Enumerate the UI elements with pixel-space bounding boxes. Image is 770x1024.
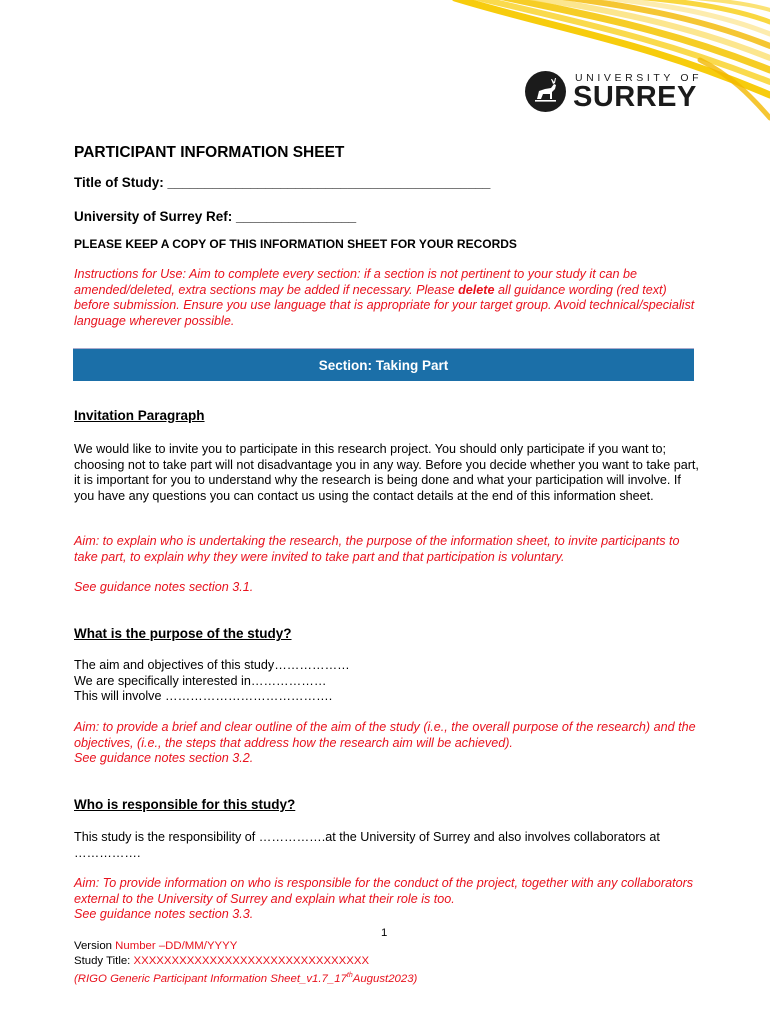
footer-version-label: Version xyxy=(74,940,116,952)
footer-study-title xyxy=(74,954,369,969)
footer-rigo-sup: th xyxy=(346,972,353,979)
stag-emblem-icon xyxy=(525,71,566,112)
logo-top-text: UNIVERSITY OF xyxy=(575,72,703,84)
footer-version xyxy=(74,939,237,954)
purpose-line-3: This will involve …………………………………. xyxy=(74,689,333,703)
page-number: 1 xyxy=(381,927,388,939)
footer-rigo-reference xyxy=(74,968,417,987)
responsible-aim: Aim: To provide information on who is responsible for the conduct of the project, together with any collaborators external to the University of Surrey and explain what their role is too. xyxy=(74,876,694,906)
logo-main-text: SURREY xyxy=(573,81,697,113)
invitation-aim: Aim: to explain who is undertaking the research, the purpose of the information sheet, to invite participants to take part, to explain why they were invited to take part and that participation is voluntary. xyxy=(74,534,680,564)
responsible-heading: Who is responsible for this study? xyxy=(74,797,296,812)
purpose-aim: Aim: to provide a brief and clear outline of the aim of the study (i.e., the overall purpose of the research) and the objectives, (i.e., the steps that address how the research aim will be achieved). xyxy=(74,720,696,750)
footer-rigo-suffix: August2023) xyxy=(352,972,418,985)
purpose-line-1: The aim and objectives of this study……………… xyxy=(74,658,350,672)
footer-rigo-prefix: (RIGO Generic Participant Information Sheet_v1.7_17 xyxy=(74,972,347,985)
invitation-guidance: See guidance notes section 3.1. xyxy=(74,580,254,594)
footer-version-value: Number –DD/MM/YYYY xyxy=(115,940,238,952)
invitation-heading: Invitation Paragraph xyxy=(74,408,205,423)
instructions-bold-delete: delete xyxy=(458,282,495,297)
responsible-body: This study is the responsibility of …………….at the University of Surrey and also involves collaborators at ……………. xyxy=(74,830,660,860)
footer-study-label: Study Title: xyxy=(74,955,134,967)
purpose-heading: What is the purpose of the study? xyxy=(74,626,292,641)
section-header-taking-part: Section: Taking Part xyxy=(73,348,694,381)
university-logo xyxy=(525,70,705,114)
keep-copy-notice: PLEASE KEEP A COPY OF THIS INFORMATION SHEET FOR YOUR RECORDS xyxy=(74,237,517,251)
responsible-guidance: See guidance notes section 3.3. xyxy=(74,907,254,921)
title-of-study-field: Title of Study: ___________________________________________ xyxy=(74,175,491,190)
instructions-paragraph xyxy=(74,267,699,329)
footer-study-value: XXXXXXXXXXXXXXXXXXXXXXXXXXXXXXX xyxy=(133,955,370,967)
instructions-text-2: all guidance wording (red text) before submission. Ensure you use language that is appropriate for your target group. Avoid technical/specialist language wherever possible. xyxy=(74,282,695,328)
invitation-body: We would like to invite you to participate in this research project. You should only participate if you want to; choosing not to take part will not disadvantage you in any way. Before you decide whether you want to take part, it is important for you to understand why the research is being done and what your participation will involve. If you have any questions you can contact us using the contact details at the end of this information sheet. xyxy=(74,442,699,503)
purpose-line-2: We are specifically interested in……………… xyxy=(74,674,327,688)
purpose-guidance: See guidance notes section 3.2. xyxy=(74,751,254,765)
instructions-text-1: Instructions for Use: Aim to complete every section: if a section is not pertinent to your study it can be amended/deleted, extra sections may be added if necessary. Please xyxy=(74,267,638,297)
university-ref-field: University of Surrey Ref: ________________ xyxy=(74,209,357,224)
page-title: PARTICIPANT INFORMATION SHEET xyxy=(74,144,345,161)
